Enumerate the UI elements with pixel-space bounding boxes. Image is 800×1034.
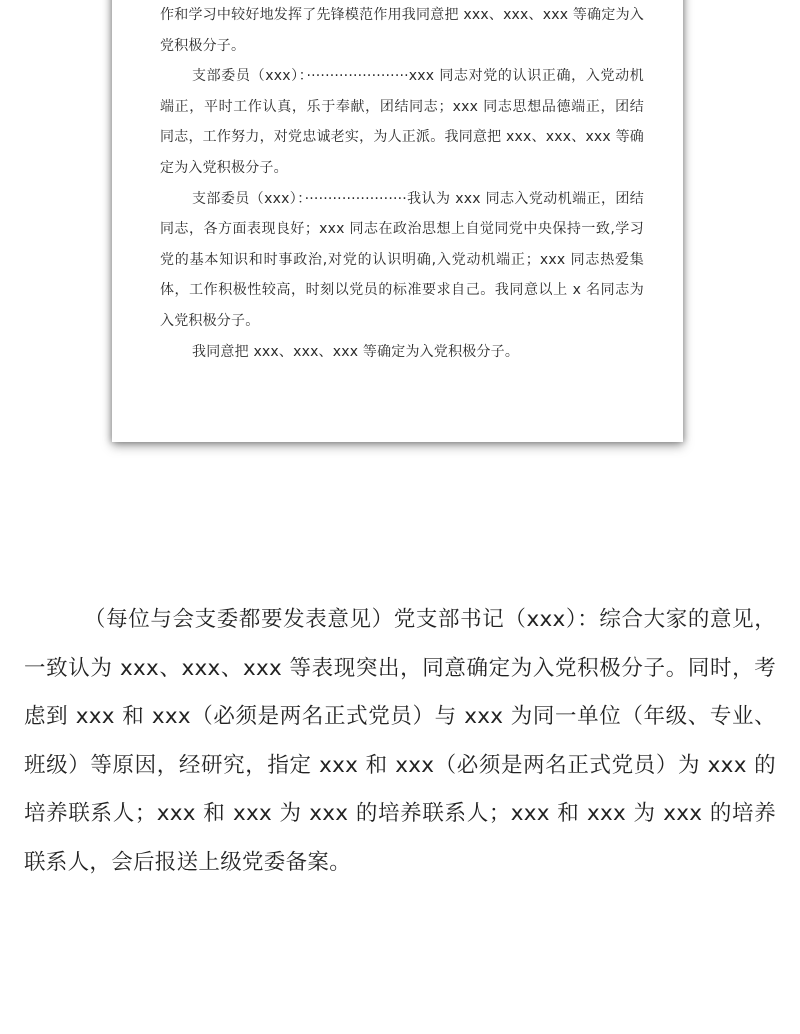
document-page-preview xyxy=(112,0,683,442)
main-paragraph: （每位与会支委都要发表意见）党支部书记（xxx）：综合大家的意见，一致认为 xxx、xxx、xxx 等表现突出，同意确定为入党积极分子。同时，考虑到 xxx 和 xxx（必须是两名正式党员）与 xxx 为同一单位（年级、专业、班级）等原因，经研究，指定 xxx 和 xxx（必须是两名正式党员）为 xxx 的培养联系人；xxx 和 xxx 为 xxx 的培养联系人；xxx 和 xxx 为 xxx 的培养联系人，会后报送上级党委备案。 xyxy=(24,607,776,875)
document-text-block xyxy=(160,0,644,367)
main-body-text xyxy=(24,596,776,888)
doc-paragraph-3: 支部委员（xxx）：······················我认为 xxx 同志入党动机端正，团结同志，各方面表现良好；xxx 同志在政治思想上自觉同党中央保持一致,学习党的基本知识和时事政治,对党的认识明确,入党动机端正；xxx 同志热爱集体，工作积极性较高，时刻以党员的标准要求自己。我同意以上 x 名同志为入党积极分子。 xyxy=(160,190,644,329)
doc-paragraph-2: 支部委员（xxx）：······················xxx 同志对党的认识正确，入党动机端正，平时工作认真，乐于奉献，团结同志；xxx 同志思想品德端正，团结同志，工作努力，对党忠诚老实，为人正派。我同意把 xxx、xxx、xxx 等确定为入党积极分子。 xyxy=(160,68,644,176)
doc-paragraph-1: 作和学习中较好地发挥了先锋模范作用我同意把 xxx、xxx、xxx 等确定为入党积极分子。 xyxy=(160,7,644,54)
doc-paragraph-4: 我同意把 xxx、xxx、xxx 等确定为入党积极分子。 xyxy=(192,343,520,360)
